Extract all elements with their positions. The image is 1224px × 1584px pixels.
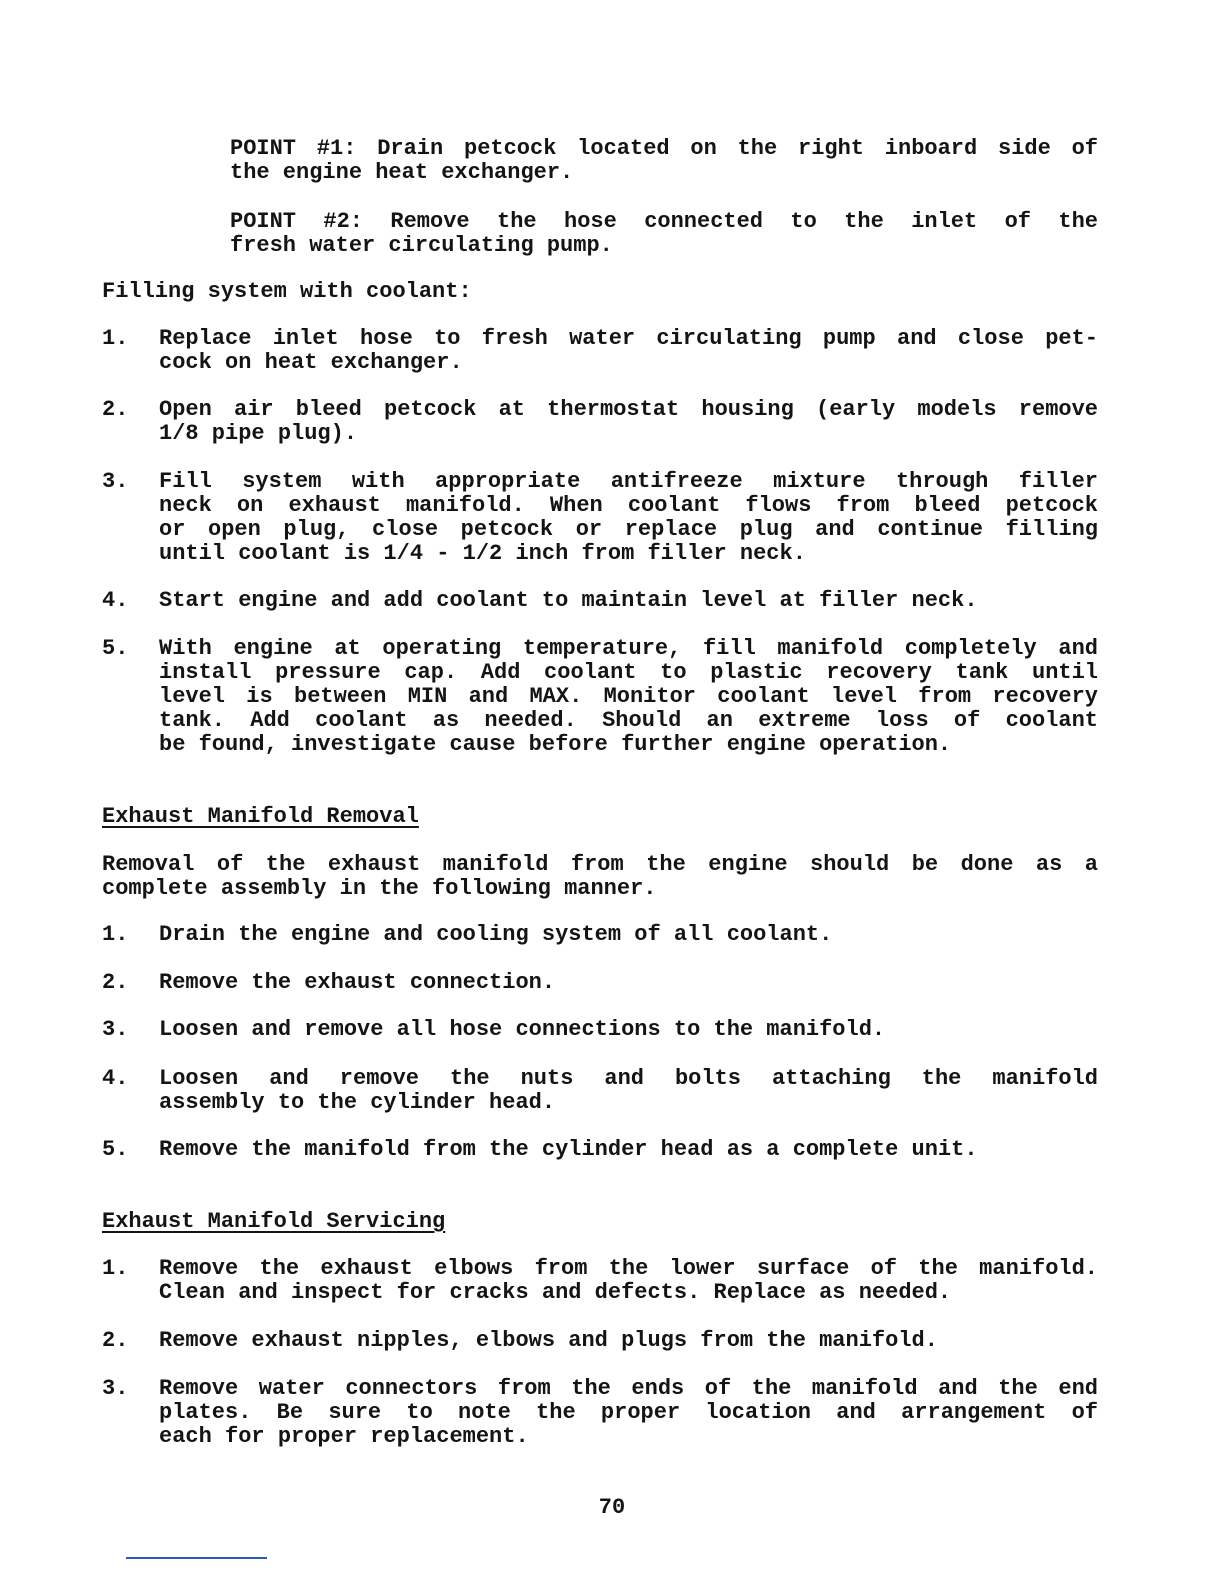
step-line: Open air bleed petcock at thermostat housing (early models remove xyxy=(159,397,1098,422)
step-line: 1/8 pipe plug). xyxy=(159,421,358,446)
step-line: Clean and inspect for cracks and defects. Replace as needed. xyxy=(159,1280,952,1305)
step-line: each for proper replacement. xyxy=(159,1424,529,1449)
step-line: Remove water connectors from the ends of the manifold and the end xyxy=(159,1376,1098,1401)
step-line: level is between MIN and MAX. Monitor coolant level from recovery xyxy=(159,684,1098,709)
point-1 xyxy=(230,137,1098,185)
step-line: neck on exhaust manifold. When coolant flows from bleed petcock xyxy=(159,493,1098,518)
page-number: 70 xyxy=(598,1495,626,1520)
step-line: plates. Be sure to note the proper location and arrangement of xyxy=(159,1400,1098,1425)
step-line: until coolant is 1/4 - 1/2 inch from filler neck. xyxy=(159,541,806,566)
step-number: 1. xyxy=(102,922,129,947)
step-line: Drain the engine and cooling system of all coolant. xyxy=(159,922,833,947)
step-line: Remove the exhaust connection. xyxy=(159,970,556,995)
step-line: Start engine and add coolant to maintain level at filler neck. xyxy=(159,588,978,613)
step-line: With engine at operating temperature, fill manifold completely and xyxy=(159,636,1098,661)
step-number: 1. xyxy=(102,1256,129,1281)
point-1-line: POINT #1: Drain petcock located on the right inboard side of xyxy=(230,136,1098,161)
step-number: 5. xyxy=(102,636,129,661)
step-line: Remove the exhaust elbows from the lower surface of the manifold. xyxy=(159,1256,1098,1281)
servicing-heading: Exhaust Manifold Servicing xyxy=(102,1209,446,1234)
step-number: 2. xyxy=(102,1328,129,1353)
step-number: 5. xyxy=(102,1137,129,1162)
step-number: 4. xyxy=(102,588,129,613)
removal-heading: Exhaust Manifold Removal xyxy=(102,804,419,829)
step-line: assembly to the cylinder head. xyxy=(159,1090,556,1115)
step-number: 3. xyxy=(102,1376,129,1401)
step-number: 2. xyxy=(102,397,129,422)
step-number: 4. xyxy=(102,1066,129,1091)
footer-rule xyxy=(126,1557,267,1559)
step-line: cock on heat exchanger. xyxy=(159,350,463,375)
step-line: Fill system with appropriate antifreeze mixture through filler xyxy=(159,469,1098,494)
point-2 xyxy=(230,210,1098,258)
intro-line: Removal of the exhaust manifold from the engine should be done as a xyxy=(102,852,1098,877)
step-number: 3. xyxy=(102,1017,129,1042)
step-line: install pressure cap. Add coolant to plastic recovery tank until xyxy=(159,660,1098,685)
step-line: Loosen and remove all hose connections to the manifold. xyxy=(159,1017,886,1042)
step-line: Loosen and remove the nuts and bolts attaching the manifold xyxy=(159,1066,1098,1091)
step-line: Remove the manifold from the cylinder head as a complete unit. xyxy=(159,1137,978,1162)
step-number: 1. xyxy=(102,326,129,351)
step-line: or open plug, close petcock or replace plug and continue filling xyxy=(159,517,1098,542)
step-line: be found, investigate cause before further engine operation. xyxy=(159,732,952,757)
step-line: Replace inlet hose to fresh water circulating pump and close pet- xyxy=(159,326,1098,351)
point-2-line: POINT #2: Remove the hose connected to the inlet of the xyxy=(230,209,1098,234)
step-number: 3. xyxy=(102,469,129,494)
step-number: 2. xyxy=(102,970,129,995)
point-1-line: the engine heat exchanger. xyxy=(230,160,574,185)
intro-line: complete assembly in the following manner. xyxy=(102,876,657,901)
point-2-line: fresh water circulating pump. xyxy=(230,233,613,258)
step-line: tank. Add coolant as needed. Should an extreme loss of coolant xyxy=(159,708,1098,733)
step-line: Remove exhaust nipples, elbows and plugs from the manifold. xyxy=(159,1328,938,1353)
filling-heading: Filling system with coolant: xyxy=(102,279,472,304)
removal-intro xyxy=(102,853,1098,901)
